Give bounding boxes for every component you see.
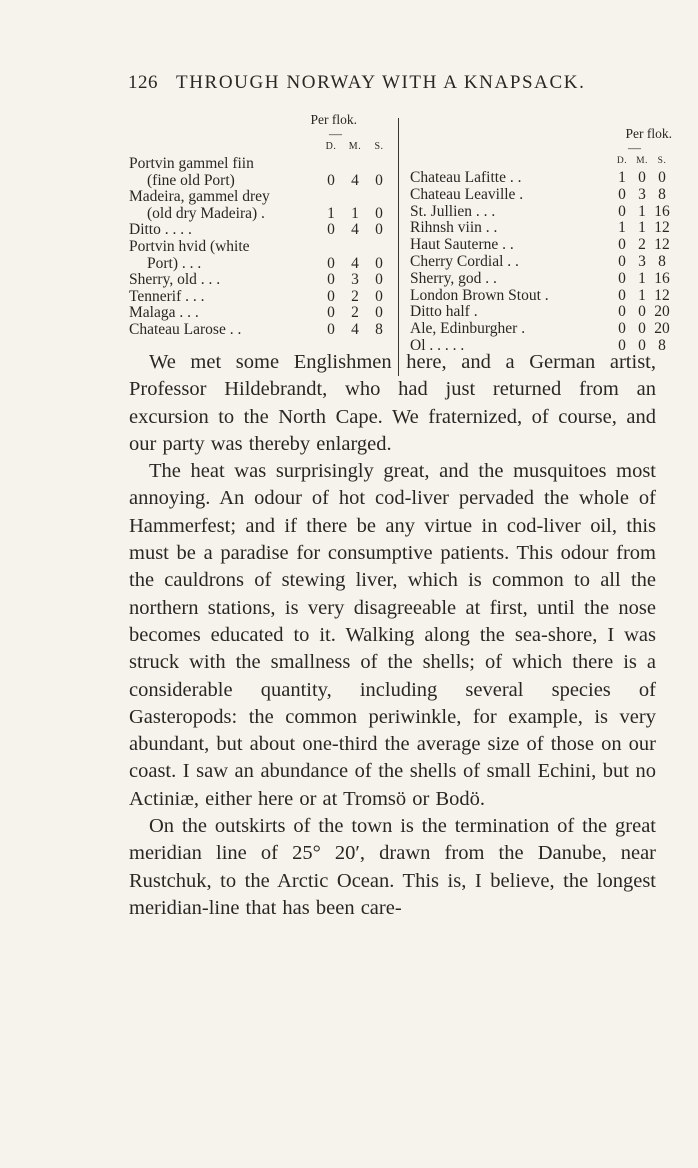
price-daler: 0 (618, 303, 626, 321)
price-skilling: 16 (654, 269, 670, 287)
price-daler: 0 (618, 320, 626, 338)
unit-skilling: S. (657, 156, 667, 166)
price-daler: 0 (327, 320, 335, 338)
item-name: Sherry, old . . . (129, 272, 221, 289)
item-name: Sherry, god . . (410, 270, 497, 287)
price-row (129, 289, 391, 306)
price-skilling: 0 (375, 254, 383, 272)
price-skilling: 0 (375, 221, 383, 239)
item-name: Rihnsh viin . . (410, 220, 498, 237)
item-name: (fine old Port) (147, 172, 235, 189)
price-daler: 1 (618, 219, 626, 237)
item-name: Chateau Lafitte . . (410, 170, 522, 186)
price-daler: 0 (618, 202, 626, 220)
price-list-right (410, 112, 672, 355)
price-row (129, 239, 391, 256)
item-name: Madeira, gammel drey (129, 189, 270, 206)
running-head (128, 72, 608, 94)
header-dash: — (628, 140, 641, 155)
price-daler: 0 (327, 271, 335, 289)
unit-daler: D. (325, 141, 337, 152)
price-row (129, 272, 391, 289)
paragraph: On the outskirts of the town is the termination of the great meridian line of 25° 20′, drawn from the Danube, near Rustchuk, to the Arctic Ocean. This is, I believe, the longest meridian-line that has been care- (129, 815, 656, 919)
item-name: St. Jullien . . . (410, 203, 496, 220)
item-name: Cherry Cordial . . (410, 253, 519, 270)
price-skilling: 0 (658, 169, 666, 186)
price-skilling: 8 (658, 252, 666, 270)
price-daler: 0 (327, 287, 335, 305)
item-name: Ditto . . . . (129, 222, 192, 239)
price-daler: 1 (618, 169, 626, 186)
price-mark: 3 (351, 271, 359, 289)
unit-daler: D. (616, 156, 628, 166)
unit-mark: M. (636, 156, 648, 166)
price-mark: 2 (351, 304, 359, 322)
price-row (410, 271, 672, 288)
column-divider (398, 118, 399, 376)
item-name: Haut Sauterne . . (410, 237, 514, 254)
price-row (410, 288, 672, 305)
price-daler: 0 (618, 286, 626, 304)
item-name: Ol . . . . . (410, 337, 465, 354)
price-mark: 1 (638, 202, 646, 220)
price-skilling: 8 (658, 185, 666, 203)
price-skilling: 0 (375, 271, 383, 289)
unit-headers (410, 154, 672, 170)
price-mark: 4 (351, 254, 359, 272)
header-dash: — (329, 126, 342, 141)
price-row (410, 170, 672, 187)
item-name: Portvin hvid (white (129, 238, 250, 255)
price-skilling: 0 (375, 304, 383, 322)
price-mark: 3 (638, 252, 646, 270)
price-daler: 1 (327, 204, 335, 222)
item-name: Chateau Leaville . (410, 186, 524, 203)
price-row (410, 220, 672, 237)
price-mark: 4 (351, 221, 359, 239)
price-row (410, 321, 672, 338)
price-mark: 2 (351, 287, 359, 305)
price-daler: 0 (618, 336, 626, 354)
item-name: (old dry Madeira) . (147, 205, 265, 222)
unit-headers (129, 140, 391, 156)
item-name: Port) . . . (147, 255, 202, 272)
price-mark: 1 (351, 204, 359, 222)
price-daler: 0 (618, 252, 626, 270)
running-title: THROUGH NORWAY WITH A KNAPSACK. (176, 72, 586, 93)
price-daler: 0 (327, 171, 335, 189)
price-skilling: 12 (654, 219, 670, 237)
price-row (410, 187, 672, 204)
price-daler: 0 (327, 221, 335, 239)
item-name: Ale, Edinburgher . (410, 321, 526, 338)
price-skilling: 8 (658, 336, 666, 354)
item-name: Chateau Larose . . (129, 321, 242, 338)
price-skilling: 0 (375, 287, 383, 305)
price-row (410, 254, 672, 271)
price-row (129, 173, 391, 190)
price-skilling: 12 (654, 236, 670, 254)
price-daler: 0 (327, 254, 335, 272)
price-skilling: 20 (654, 303, 670, 321)
per-flask-label: Per flok. (310, 112, 357, 127)
price-mark: 3 (638, 185, 646, 203)
price-daler: 0 (618, 236, 626, 254)
price-row (129, 206, 391, 223)
price-mark: 0 (638, 303, 646, 321)
price-mark: 2 (638, 236, 646, 254)
body-text (129, 349, 656, 922)
price-mark: 0 (638, 320, 646, 338)
item-name: Tennerif . . . (129, 288, 205, 305)
unit-mark: M. (348, 141, 362, 152)
price-mark: 1 (638, 269, 646, 287)
price-skilling: 8 (375, 320, 383, 338)
per-flask-label: Per flok. (625, 126, 672, 141)
price-row (129, 222, 391, 239)
price-skilling: 20 (654, 320, 670, 338)
item-name: Ditto half . (410, 304, 478, 321)
item-name: London Brown Stout . (410, 287, 549, 304)
price-row (129, 305, 391, 322)
price-skilling: 16 (654, 202, 670, 220)
price-mark: 4 (351, 320, 359, 338)
paragraph: We met some Englishmen here, and a German artist, Professor Hildebrandt, who had just returned from an excursion to the North Cape. We fraternized, of course, and our party was thereby enlarged. (129, 351, 656, 455)
paragraph: The heat was surprisingly great, and the musquitoes most annoying. An odour of hot cod-liver pervaded the whole of Hammerfest; and if there be any virtue in cod-liver oil, this must be a paradise for consumptive patients. This odour from the cauldrons of stewing liver, which is common to all the northern stations, is very disagreeable at first, until the nose becomes educated to it. Walking along the sea-shore, I was struck with the smallness of the shells; of which there is a considerable quantity, including several species of Gasteropods: the common periwinkle, for example, is very abundant, but about one-third the average size of those on our coast. I saw an abundance of the shells of small Echini, but no Actiniæ, either here or at Tromsö or Bodö. (129, 460, 656, 810)
price-row (410, 304, 672, 321)
price-rows-left (129, 156, 391, 339)
price-daler: 0 (327, 304, 335, 322)
unit-skilling: S. (374, 141, 384, 152)
price-skilling: 12 (654, 286, 670, 304)
price-mark: 1 (638, 219, 646, 237)
price-row (410, 204, 672, 221)
price-daler: 0 (618, 269, 626, 287)
item-name: Portvin gammel fiin (129, 156, 254, 172)
price-skilling: 0 (375, 204, 383, 222)
page-number: 126 (128, 72, 158, 93)
price-mark: 1 (638, 286, 646, 304)
price-mark: 4 (351, 171, 359, 189)
item-name: Malaga . . . (129, 305, 199, 322)
price-mark: 0 (638, 336, 646, 354)
price-mark: 0 (638, 169, 646, 186)
price-list-left (129, 112, 391, 339)
price-row (129, 256, 391, 273)
price-skilling: 0 (375, 171, 383, 189)
price-row (410, 237, 672, 254)
price-daler: 0 (618, 185, 626, 203)
price-row (129, 156, 391, 173)
price-rows-right (410, 170, 672, 355)
price-row (129, 322, 391, 339)
price-row (129, 189, 391, 206)
